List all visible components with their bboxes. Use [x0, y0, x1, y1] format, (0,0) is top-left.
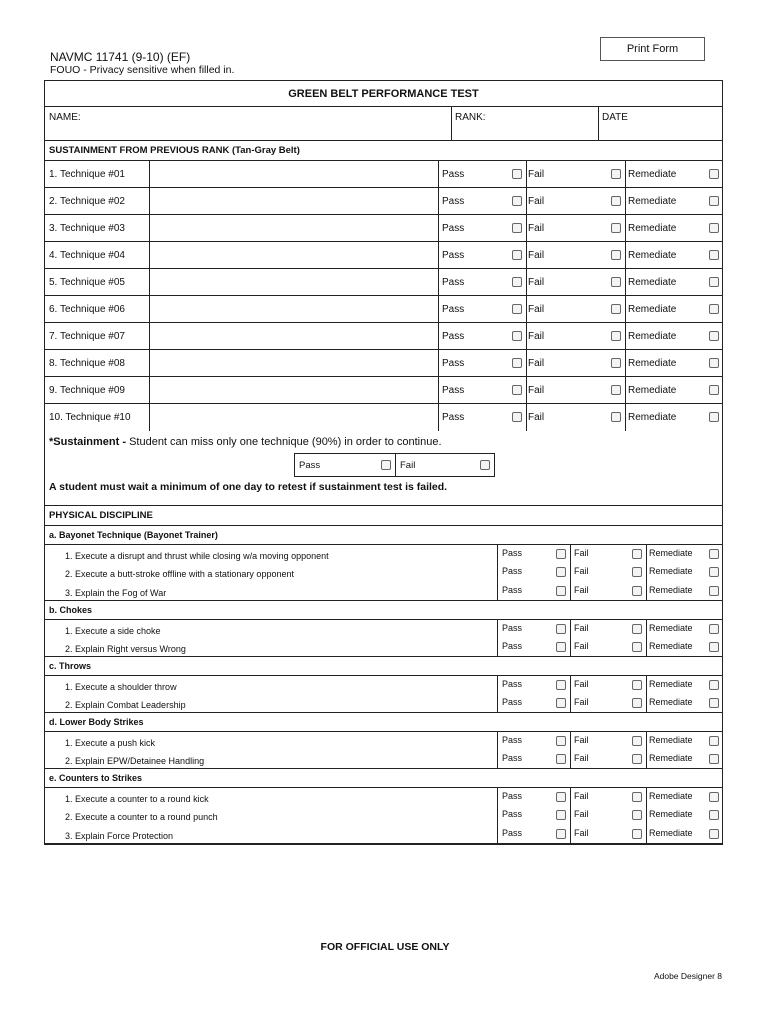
technique-notes-field[interactable]	[150, 161, 438, 187]
fail-checkbox[interactable]	[632, 754, 642, 764]
pass-label: Pass	[442, 250, 465, 261]
remediate-checkbox[interactable]	[709, 385, 719, 395]
fail-label: Fail	[574, 753, 589, 763]
discipline-item-row	[45, 825, 722, 844]
remediate-checkbox[interactable]	[709, 624, 719, 634]
discipline-item-label: 3. Explain Force Protection	[65, 831, 174, 841]
fail-checkbox[interactable]	[611, 412, 621, 422]
remediate-checkbox[interactable]	[709, 586, 719, 596]
fail-checkbox[interactable]	[611, 358, 621, 368]
remediate-label: Remediate	[649, 623, 693, 633]
technique-row	[45, 242, 722, 269]
discipline-item-label: 3. Explain the Fog of War	[65, 588, 167, 598]
official-use-footer: FOR OFFICIAL USE ONLY	[320, 941, 450, 953]
remediate-label: Remediate	[649, 809, 693, 819]
technique-list	[45, 161, 722, 431]
technique-row	[45, 404, 722, 431]
technique-label: 3. Technique #03	[49, 223, 125, 234]
performance-test-form	[44, 80, 723, 845]
discipline-item-row	[45, 787, 722, 806]
discipline-group-title: a. Bayonet Technique (Bayonet Trainer)	[49, 530, 218, 540]
privacy-notice: FOUO - Privacy sensitive when filled in.	[50, 64, 235, 76]
pass-checkbox[interactable]	[556, 698, 566, 708]
fail-checkbox[interactable]	[611, 277, 621, 287]
discipline-item-row	[45, 806, 722, 825]
pass-checkbox[interactable]	[556, 829, 566, 839]
date-label: DATE	[602, 112, 628, 123]
technique-row	[45, 323, 722, 350]
technique-notes-field[interactable]	[150, 269, 438, 295]
fail-checkbox[interactable]	[632, 736, 642, 746]
remediate-checkbox[interactable]	[709, 642, 719, 652]
discipline-item-label: 1. Execute a counter to a round kick	[65, 794, 209, 804]
remediate-checkbox[interactable]	[709, 412, 719, 422]
pass-label: Pass	[502, 791, 523, 801]
pass-checkbox[interactable]	[556, 736, 566, 746]
technique-notes-field[interactable]	[150, 296, 438, 322]
remediate-label: Remediate	[628, 250, 677, 261]
pass-label: Pass	[442, 223, 465, 234]
pass-checkbox[interactable]	[556, 642, 566, 652]
pass-label: Pass	[442, 196, 465, 207]
pass-label: Pass	[442, 385, 465, 396]
pass-checkbox[interactable]	[512, 331, 522, 341]
discipline-item-row	[45, 750, 722, 769]
fail-checkbox[interactable]	[611, 223, 621, 233]
pass-checkbox[interactable]	[512, 196, 522, 206]
remediate-label: Remediate	[649, 641, 693, 651]
remediate-label: Remediate	[649, 585, 693, 595]
pass-checkbox[interactable]	[556, 624, 566, 634]
fail-checkbox[interactable]	[632, 810, 642, 820]
discipline-item-label: 1. Execute a side choke	[65, 626, 161, 636]
fail-checkbox[interactable]	[632, 680, 642, 690]
fail-checkbox[interactable]	[611, 385, 621, 395]
discipline-item-label: 2. Execute a butt-stroke offline with a stationary opponent	[65, 569, 294, 579]
remediate-label: Remediate	[628, 358, 677, 369]
pass-checkbox[interactable]	[556, 810, 566, 820]
discipline-item-row	[45, 563, 722, 582]
pass-checkbox[interactable]	[512, 223, 522, 233]
fail-label: Fail	[528, 196, 545, 207]
discipline-item-row	[45, 638, 722, 657]
sustainment-note-text: Student can miss only one technique (90%) in order to continue.	[126, 436, 442, 448]
pass-checkbox[interactable]	[512, 385, 522, 395]
fail-label: Fail	[574, 735, 589, 745]
remediate-checkbox[interactable]	[709, 250, 719, 260]
technique-label: 7. Technique #07	[49, 331, 125, 342]
fail-label: Fail	[574, 623, 589, 633]
pass-label: Pass	[502, 828, 523, 838]
remediate-checkbox[interactable]	[709, 549, 719, 559]
remediate-checkbox[interactable]	[709, 736, 719, 746]
fail-label: Fail	[574, 566, 589, 576]
fail-label: Fail	[574, 809, 589, 819]
technique-notes-field[interactable]	[150, 242, 438, 268]
remediate-checkbox[interactable]	[709, 567, 719, 577]
discipline-group-title: e. Counters to Strikes	[49, 773, 143, 783]
discipline-item-row	[45, 731, 722, 750]
pass-label: Pass	[442, 358, 465, 369]
remediate-checkbox[interactable]	[709, 698, 719, 708]
remediate-label: Remediate	[628, 412, 677, 423]
fail-label: Fail	[528, 385, 545, 396]
pass-label: Pass	[502, 641, 523, 651]
remediate-checkbox[interactable]	[709, 792, 719, 802]
fail-label: Fail	[574, 828, 589, 838]
pass-label: Pass	[502, 809, 523, 819]
discipline-group-title: c. Throws	[49, 661, 92, 671]
fail-checkbox[interactable]	[632, 698, 642, 708]
fail-checkbox[interactable]	[611, 250, 621, 260]
fail-label: Fail	[574, 697, 589, 707]
pass-label: Pass	[442, 331, 465, 342]
technique-notes-field[interactable]	[150, 377, 438, 403]
pass-checkbox[interactable]	[556, 680, 566, 690]
technique-notes-field[interactable]	[150, 404, 438, 430]
sustainment-fail-checkbox[interactable]	[480, 460, 490, 470]
remediate-label: Remediate	[649, 697, 693, 707]
technique-row	[45, 188, 722, 215]
fail-label: Fail	[574, 791, 589, 801]
designer-credit: Adobe Designer 8	[653, 971, 722, 981]
technique-label: 5. Technique #05	[49, 277, 125, 288]
technique-notes-field[interactable]	[150, 350, 438, 376]
discipline-item-label: 2. Execute a counter to a round punch	[65, 812, 218, 822]
discipline-item-label: 2. Explain Combat Leadership	[65, 700, 186, 710]
retest-note: A student must wait a minimum of one day to retest if sustainment test is failed.	[49, 481, 448, 493]
pass-label: Pass	[442, 304, 465, 315]
remediate-label: Remediate	[649, 679, 693, 689]
technique-label: 2. Technique #02	[49, 196, 125, 207]
fail-checkbox[interactable]	[632, 624, 642, 634]
technique-row	[45, 296, 722, 323]
discipline-item-label: 2. Explain Right versus Wrong	[65, 644, 186, 654]
pass-label: Pass	[502, 623, 523, 633]
physical-discipline-list	[45, 526, 722, 844]
remediate-label: Remediate	[628, 385, 677, 396]
fail-checkbox[interactable]	[611, 196, 621, 206]
remediate-checkbox[interactable]	[709, 304, 719, 314]
discipline-item-label: 1. Execute a shoulder throw	[65, 682, 177, 692]
fail-checkbox[interactable]	[611, 169, 621, 179]
sustainment-heading: SUSTAINMENT FROM PREVIOUS RANK (Tan-Gray Belt)	[45, 141, 722, 161]
fail-checkbox[interactable]	[632, 642, 642, 652]
rank-label: RANK:	[455, 112, 486, 123]
technique-label: 1. Technique #01	[49, 169, 125, 180]
fail-checkbox[interactable]	[632, 792, 642, 802]
pass-checkbox[interactable]	[512, 169, 522, 179]
pass-label: Pass	[502, 548, 523, 558]
fail-label: Fail	[528, 277, 545, 288]
form-title: GREEN BELT PERFORMANCE TEST	[45, 81, 722, 107]
remediate-label: Remediate	[628, 196, 677, 207]
remediate-checkbox[interactable]	[709, 223, 719, 233]
pass-checkbox[interactable]	[512, 304, 522, 314]
technique-row	[45, 161, 722, 188]
remediate-label: Remediate	[649, 735, 693, 745]
fail-label: Fail	[574, 548, 589, 558]
remediate-checkbox[interactable]	[709, 754, 719, 764]
remediate-label: Remediate	[649, 828, 693, 838]
technique-notes-field[interactable]	[150, 323, 438, 349]
pass-checkbox[interactable]	[512, 277, 522, 287]
fail-label: Fail	[528, 412, 545, 423]
remediate-label: Remediate	[628, 277, 677, 288]
discipline-item-label: 1. Execute a push kick	[65, 738, 156, 748]
sustainment-note-bold: *Sustainment -	[49, 436, 127, 448]
sustainment-result	[294, 453, 495, 477]
technique-label: 8. Technique #08	[49, 358, 125, 369]
remediate-checkbox[interactable]	[709, 196, 719, 206]
sustainment-note	[49, 436, 442, 448]
discipline-item-row	[45, 582, 722, 601]
remediate-label: Remediate	[628, 331, 677, 342]
fail-checkbox[interactable]	[611, 331, 621, 341]
pass-label: Pass	[502, 585, 523, 595]
name-label: NAME:	[49, 112, 81, 123]
remediate-checkbox[interactable]	[709, 810, 719, 820]
name-rank-date-row	[45, 107, 722, 141]
fail-label: Fail	[528, 358, 545, 369]
pass-label: Pass	[442, 277, 465, 288]
fail-label: Fail	[528, 223, 545, 234]
remediate-label: Remediate	[649, 548, 693, 558]
fail-label: Fail	[528, 250, 545, 261]
fail-label: Fail	[528, 169, 545, 180]
name-field[interactable]	[45, 107, 451, 140]
technique-label: 10. Technique #10	[49, 412, 131, 423]
pass-label: Pass	[442, 412, 465, 423]
discipline-item-row	[45, 619, 722, 638]
remediate-label: Remediate	[649, 753, 693, 763]
sustainment-pass-checkbox[interactable]	[381, 460, 391, 470]
fail-label: Fail	[528, 331, 545, 342]
pass-label: Pass	[502, 679, 523, 689]
remediate-label: Remediate	[649, 791, 693, 801]
remediate-checkbox[interactable]	[709, 277, 719, 287]
remediate-label: Remediate	[628, 223, 677, 234]
remediate-label: Remediate	[628, 304, 677, 315]
fail-label: Fail	[574, 679, 589, 689]
discipline-item-row	[45, 544, 722, 563]
fail-label: Fail	[528, 304, 545, 315]
discipline-item-row	[45, 675, 722, 694]
remediate-checkbox[interactable]	[709, 358, 719, 368]
fail-checkbox[interactable]	[632, 549, 642, 559]
pass-checkbox[interactable]	[512, 250, 522, 260]
sustainment-pass-label: Pass	[299, 460, 321, 471]
discipline-group-title: d. Lower Body Strikes	[49, 717, 144, 727]
print-form-button[interactable]: Print Form	[600, 37, 705, 61]
pass-checkbox[interactable]	[556, 586, 566, 596]
technique-row	[45, 350, 722, 377]
pass-label: Pass	[502, 697, 523, 707]
pass-checkbox[interactable]	[556, 567, 566, 577]
fail-checkbox[interactable]	[632, 567, 642, 577]
technique-row	[45, 377, 722, 404]
physical-discipline-heading: PHYSICAL DISCIPLINE	[45, 506, 722, 526]
fail-checkbox[interactable]	[632, 586, 642, 596]
fail-label: Fail	[574, 641, 589, 651]
form-id: NAVMC 11741 (9-10) (EF)	[50, 50, 191, 64]
fail-checkbox[interactable]	[632, 829, 642, 839]
technique-notes-field[interactable]	[150, 215, 438, 241]
technique-label: 9. Technique #09	[49, 385, 125, 396]
pass-label: Pass	[502, 753, 523, 763]
pass-checkbox[interactable]	[512, 412, 522, 422]
discipline-item-label: 2. Explain EPW/Detainee Handling	[65, 756, 205, 766]
remediate-checkbox[interactable]	[709, 680, 719, 690]
rank-field[interactable]	[451, 107, 598, 140]
technique-row	[45, 215, 722, 242]
technique-notes-field[interactable]	[150, 188, 438, 214]
pass-label: Pass	[442, 169, 465, 180]
sustainment-fail-label: Fail	[400, 460, 416, 471]
pass-checkbox[interactable]	[556, 792, 566, 802]
remediate-checkbox[interactable]	[709, 331, 719, 341]
technique-label: 6. Technique #06	[49, 304, 125, 315]
fail-checkbox[interactable]	[611, 304, 621, 314]
technique-label: 4. Technique #04	[49, 250, 125, 261]
remediate-label: Remediate	[649, 566, 693, 576]
pass-checkbox[interactable]	[556, 549, 566, 559]
date-field[interactable]	[598, 107, 722, 140]
pass-label: Pass	[502, 735, 523, 745]
pass-checkbox[interactable]	[556, 754, 566, 764]
pass-label: Pass	[502, 566, 523, 576]
pass-checkbox[interactable]	[512, 358, 522, 368]
remediate-label: Remediate	[628, 169, 677, 180]
technique-row	[45, 269, 722, 296]
remediate-checkbox[interactable]	[709, 829, 719, 839]
discipline-group-title: b. Chokes	[49, 605, 93, 615]
discipline-item-row	[45, 694, 722, 713]
remediate-checkbox[interactable]	[709, 169, 719, 179]
sustainment-note-block	[45, 431, 722, 506]
discipline-item-label: 1. Execute a disrupt and thrust while closing w/a moving opponent	[65, 551, 329, 561]
fail-label: Fail	[574, 585, 589, 595]
